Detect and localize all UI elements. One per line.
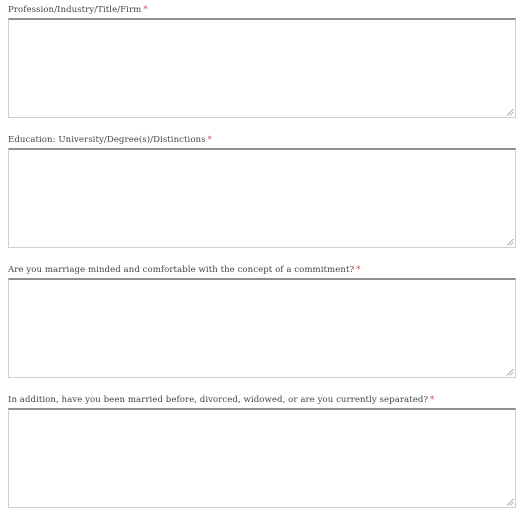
field-label-marital-history xyxy=(8,394,516,406)
field-label-marriage-minded xyxy=(8,264,516,276)
field-label-text: Education: University/Degree(s)/Distinctions xyxy=(8,135,206,145)
education-textarea[interactable] xyxy=(8,148,516,248)
field-label-profession xyxy=(8,4,516,16)
required-marker: * xyxy=(430,395,435,405)
profession-textarea[interactable] xyxy=(8,18,516,118)
field-marriage-minded xyxy=(8,264,516,380)
textarea-wrapper xyxy=(8,408,516,508)
textarea-wrapper xyxy=(8,148,516,248)
required-marker: * xyxy=(356,265,361,275)
required-marker: * xyxy=(143,5,148,15)
field-label-text: In addition, have you been married before, divorced, widowed, or are you currently separated? xyxy=(8,395,429,405)
field-label-education xyxy=(8,134,516,146)
textarea-wrapper xyxy=(8,18,516,118)
marriage-minded-textarea[interactable] xyxy=(8,278,516,378)
field-label-text: Profession/Industry/Title/Firm xyxy=(8,5,142,15)
field-profession xyxy=(8,4,516,120)
field-marital-history xyxy=(8,394,516,510)
required-marker: * xyxy=(207,135,212,145)
marital-history-textarea[interactable] xyxy=(8,408,516,508)
textarea-wrapper xyxy=(8,278,516,378)
field-education xyxy=(8,134,516,250)
field-label-text: Are you marriage minded and comfortable with the concept of a commitment? xyxy=(8,265,355,275)
